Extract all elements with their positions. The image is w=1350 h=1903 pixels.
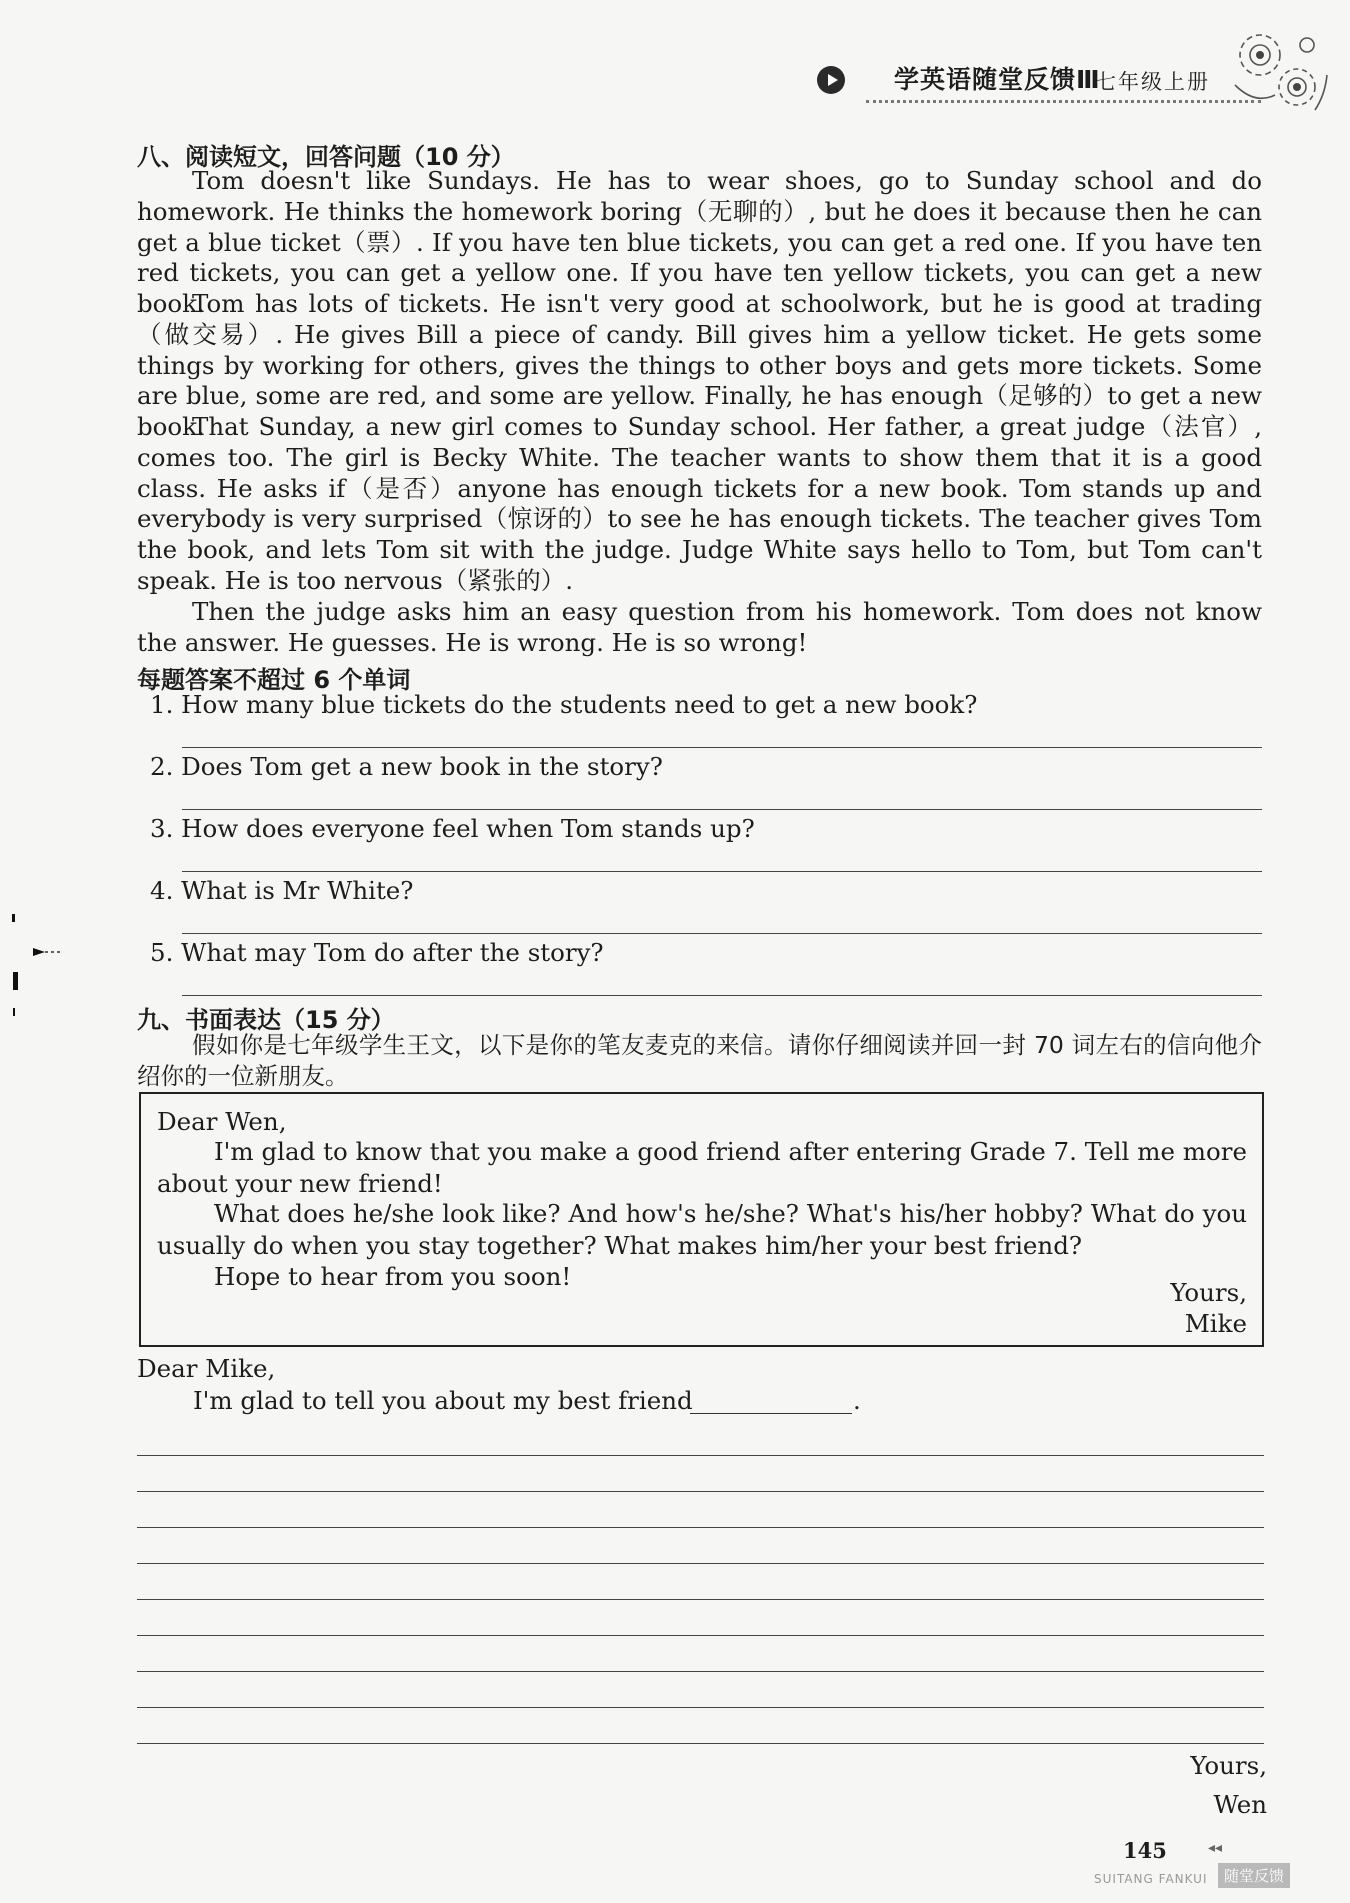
footer-pinyin: SUITANG FANKUI [1094,1872,1208,1886]
reply-greeting: Dear Mike, [137,1354,276,1383]
writing-line-4[interactable] [137,1563,1264,1564]
question-3: 3. How does everyone feel when Tom stands up? [150,814,755,843]
flower-decoration-icon [1215,15,1335,125]
letter-paragraph-2: What does he/she look like? And how's he/she? What's his/her hobby? What do you usually do when you stay together? What makes him/her your best friend? [157,1199,1247,1260]
answer-line-3[interactable] [182,871,1262,872]
footer-tag: 随堂反馈 [1218,1863,1290,1888]
book-subtitle: 七年级上册 [1095,70,1210,94]
page-number: 145 [1123,1838,1167,1863]
letter-signature: Mike [1184,1309,1247,1338]
question-2: 2. Does Tom get a new book in the story? [150,752,663,781]
letter-paragraph-1: I'm glad to know that you make a good friend after entering Grade 7. Tell me more about your new friend! [157,1137,1247,1198]
writing-line-5[interactable] [137,1599,1264,1600]
question-5: 5. What may Tom do after the story? [150,938,604,967]
question-4: 4. What is Mr White? [150,876,414,905]
arrow-left-icon: ◂◂ [1208,1840,1223,1856]
answer-line-4[interactable] [182,933,1262,934]
book-title: 学英语随堂反馈Ⅲ [894,65,1101,94]
reply-signature: Wen [1213,1790,1267,1819]
play-icon [817,66,845,94]
answer-instruction: 每题答案不超过 6 个单词 [137,666,411,694]
question-1: 1. How many blue tickets do the students need to get a new book? [150,690,978,719]
writing-line-1[interactable] [137,1455,1264,1456]
reply-opening: I'm glad to tell you about my best friend [193,1386,693,1415]
section-8-heading: 八、阅读短文，回答问题（10 分） [137,143,515,171]
friend-name-blank[interactable] [690,1413,852,1414]
margin-mark-icon [5,912,65,1022]
letter-paragraph-3: Hope to hear from you soon! [214,1262,572,1291]
answer-line-5[interactable] [182,995,1262,996]
reply-period: . [853,1386,861,1415]
writing-line-3[interactable] [137,1527,1264,1528]
passage-paragraph-2: Tom has lots of tickets. He isn't very good at schoolwork, but he is good at trading（做交易）. He gives Bill a piece of candy. Bill gives him a yellow ticket. He gets some things by working for others, gives the things to other boys and gets more tickets. Some are blue, some are red, and some are yellow. Finally, he has enough（足够的）to get a new book. [137,289,1262,442]
passage-paragraph-4: Then the judge asks him an easy question from his homework. Tom does not know the answer. He guesses. He is wrong. He is so wrong! [137,597,1262,657]
writing-line-2[interactable] [137,1491,1264,1492]
answer-line-2[interactable] [182,809,1262,810]
reply-closing: Yours, [1190,1751,1267,1780]
header-divider [866,100,1261,103]
passage-paragraph-1: Tom doesn't like Sundays. He has to wear shoes, go to Sunday school and do homework. He thinks the homework boring（无聊的）, but he does it because then he can get a blue ticket（票）. If you have ten blue tickets, you can get a red one. If you have ten red tickets, you can get a yellow one. If you have ten yellow tickets, you can get a new book. [137,166,1262,319]
writing-prompt: 假如你是七年级学生王文，以下是你的笔友麦克的来信。请你仔细阅读并回一封 70 词左右的信向他介绍你的一位新朋友。 [137,1031,1262,1090]
writing-line-7[interactable] [137,1671,1264,1672]
writing-line-6[interactable] [137,1635,1264,1636]
writing-line-9[interactable] [137,1743,1264,1744]
section-9-heading: 九、书面表达（15 分） [137,1006,395,1034]
letter-closing: Yours, [1170,1278,1247,1307]
writing-line-8[interactable] [137,1707,1264,1708]
answer-line-1[interactable] [182,747,1262,748]
passage-paragraph-3: That Sunday, a new girl comes to Sunday school. Her father, a great judge（法官）, comes too. The girl is Becky White. The teacher wants to show them that it is a good class. He asks if（是否）anyone has enough tickets for a new book. Tom stands up and everybody is very surprised（惊讶的）to see he has enough tickets. The teacher gives Tom the book, and lets Tom sit with the judge. Judge White says hello to Tom, but Tom can't speak. He is too nervous（紧张的）. [137,412,1262,595]
letter-greeting: Dear Wen, [157,1107,287,1136]
